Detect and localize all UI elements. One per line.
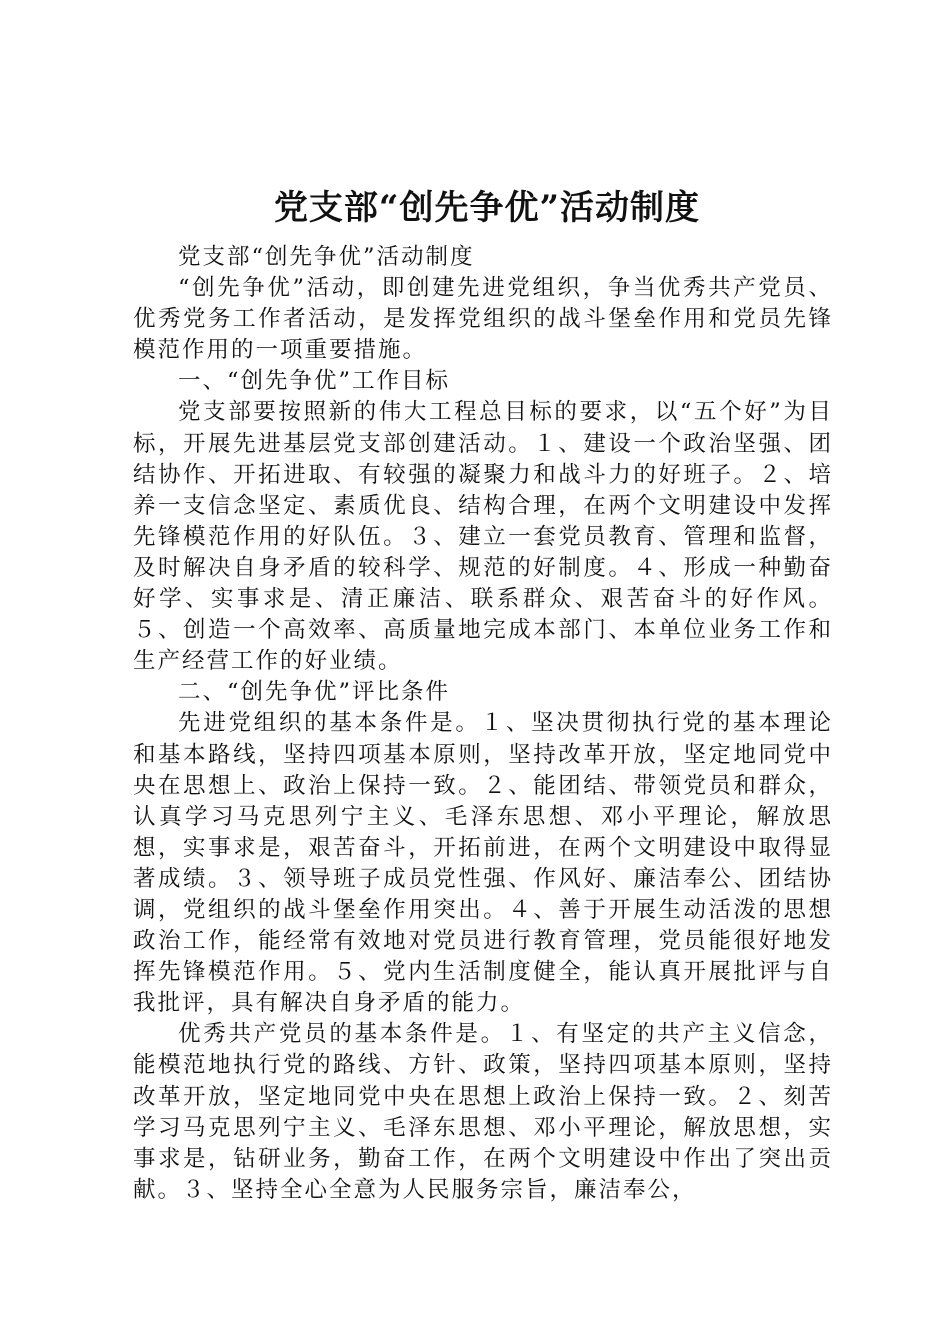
section-heading-goals: 一、“创先争优”工作目标 [178, 368, 451, 395]
paragraph-intro: “创先争优”活动，即创建先进党组织，争当优秀共产党员、优秀党务工作者活动，是发挥党组织的战斗堡垒作用和党员先锋模范作用的一项重要措施。 [133, 275, 833, 364]
section-heading-criteria: 二、“创先争优”评比条件 [178, 679, 451, 706]
paragraph-goals: 党支部要按照新的伟大工程总目标的要求，以“五个好”为目标，开展先进基层党支部创建活动。１、建设一个政治坚强、团结协作、开拓进取、有较强的凝聚力和战斗力的好班子。２、培养一支信念坚定、素质优良、结构合理，在两个文明建设中发挥先锋模范作用的好队伍。３、建立一套党员教育、管理和监督，及时解决自身矛盾的较科学、规范的好制度。４、形成一种勤奋好学、实事求是、清正廉洁、联系群众、艰苦奋斗的好作风。５、创造一个高效率、高质量地完成本部门、本单位业务工作和生产经营工作的好业绩。 [133, 399, 833, 675]
document-title: 党支部“创先争优”活动制度 [273, 188, 701, 228]
paragraph-subtitle: 党支部“创先争优”活动制度 [178, 244, 475, 270]
paragraph-excellent-member: 优秀共产党员的基本条件是。１、有坚定的共产主义信念，能模范地执行党的路线、方针、政策，坚持四项基本原则，坚持改革开放，坚定地同党中央在思想上政治上保持一致。２、刻苦学习马克思列宁主义、毛泽东思想、邓小平理论，解放思想，实事求是，钻研业务，勤奋工作，在两个文明建设中作出了突出贡献。３、坚持全心全意为人民服务宗旨，廉洁奉公， [133, 1021, 833, 1203]
document-page [133, 186, 833, 1206]
paragraph-advanced-organization: 先进党组织的基本条件是。１、坚决贯彻执行党的基本理论和基本路线，坚持四项基本原则，坚持改革开放，坚定地同党中央在思想上、政治上保持一致。２、能团结、带领党员和群众，认真学习马克思列宁主义、毛泽东思想、邓小平理论，解放思想，实事求是，艰苦奋斗，开拓前进，在两个文明建设中取得显著成绩。３、领导班子成员党性强、作风好、廉洁奉公、团结协调，党组织的战斗堡垒作用突出。４、善于开展生动活泼的思想政治工作，能经常有效地对党员进行教育管理，党员能很好地发挥先锋模范作用。５、党内生活制度健全，能认真开展批评与自我批评，具有解决自身矛盾的能力。 [133, 710, 833, 1017]
